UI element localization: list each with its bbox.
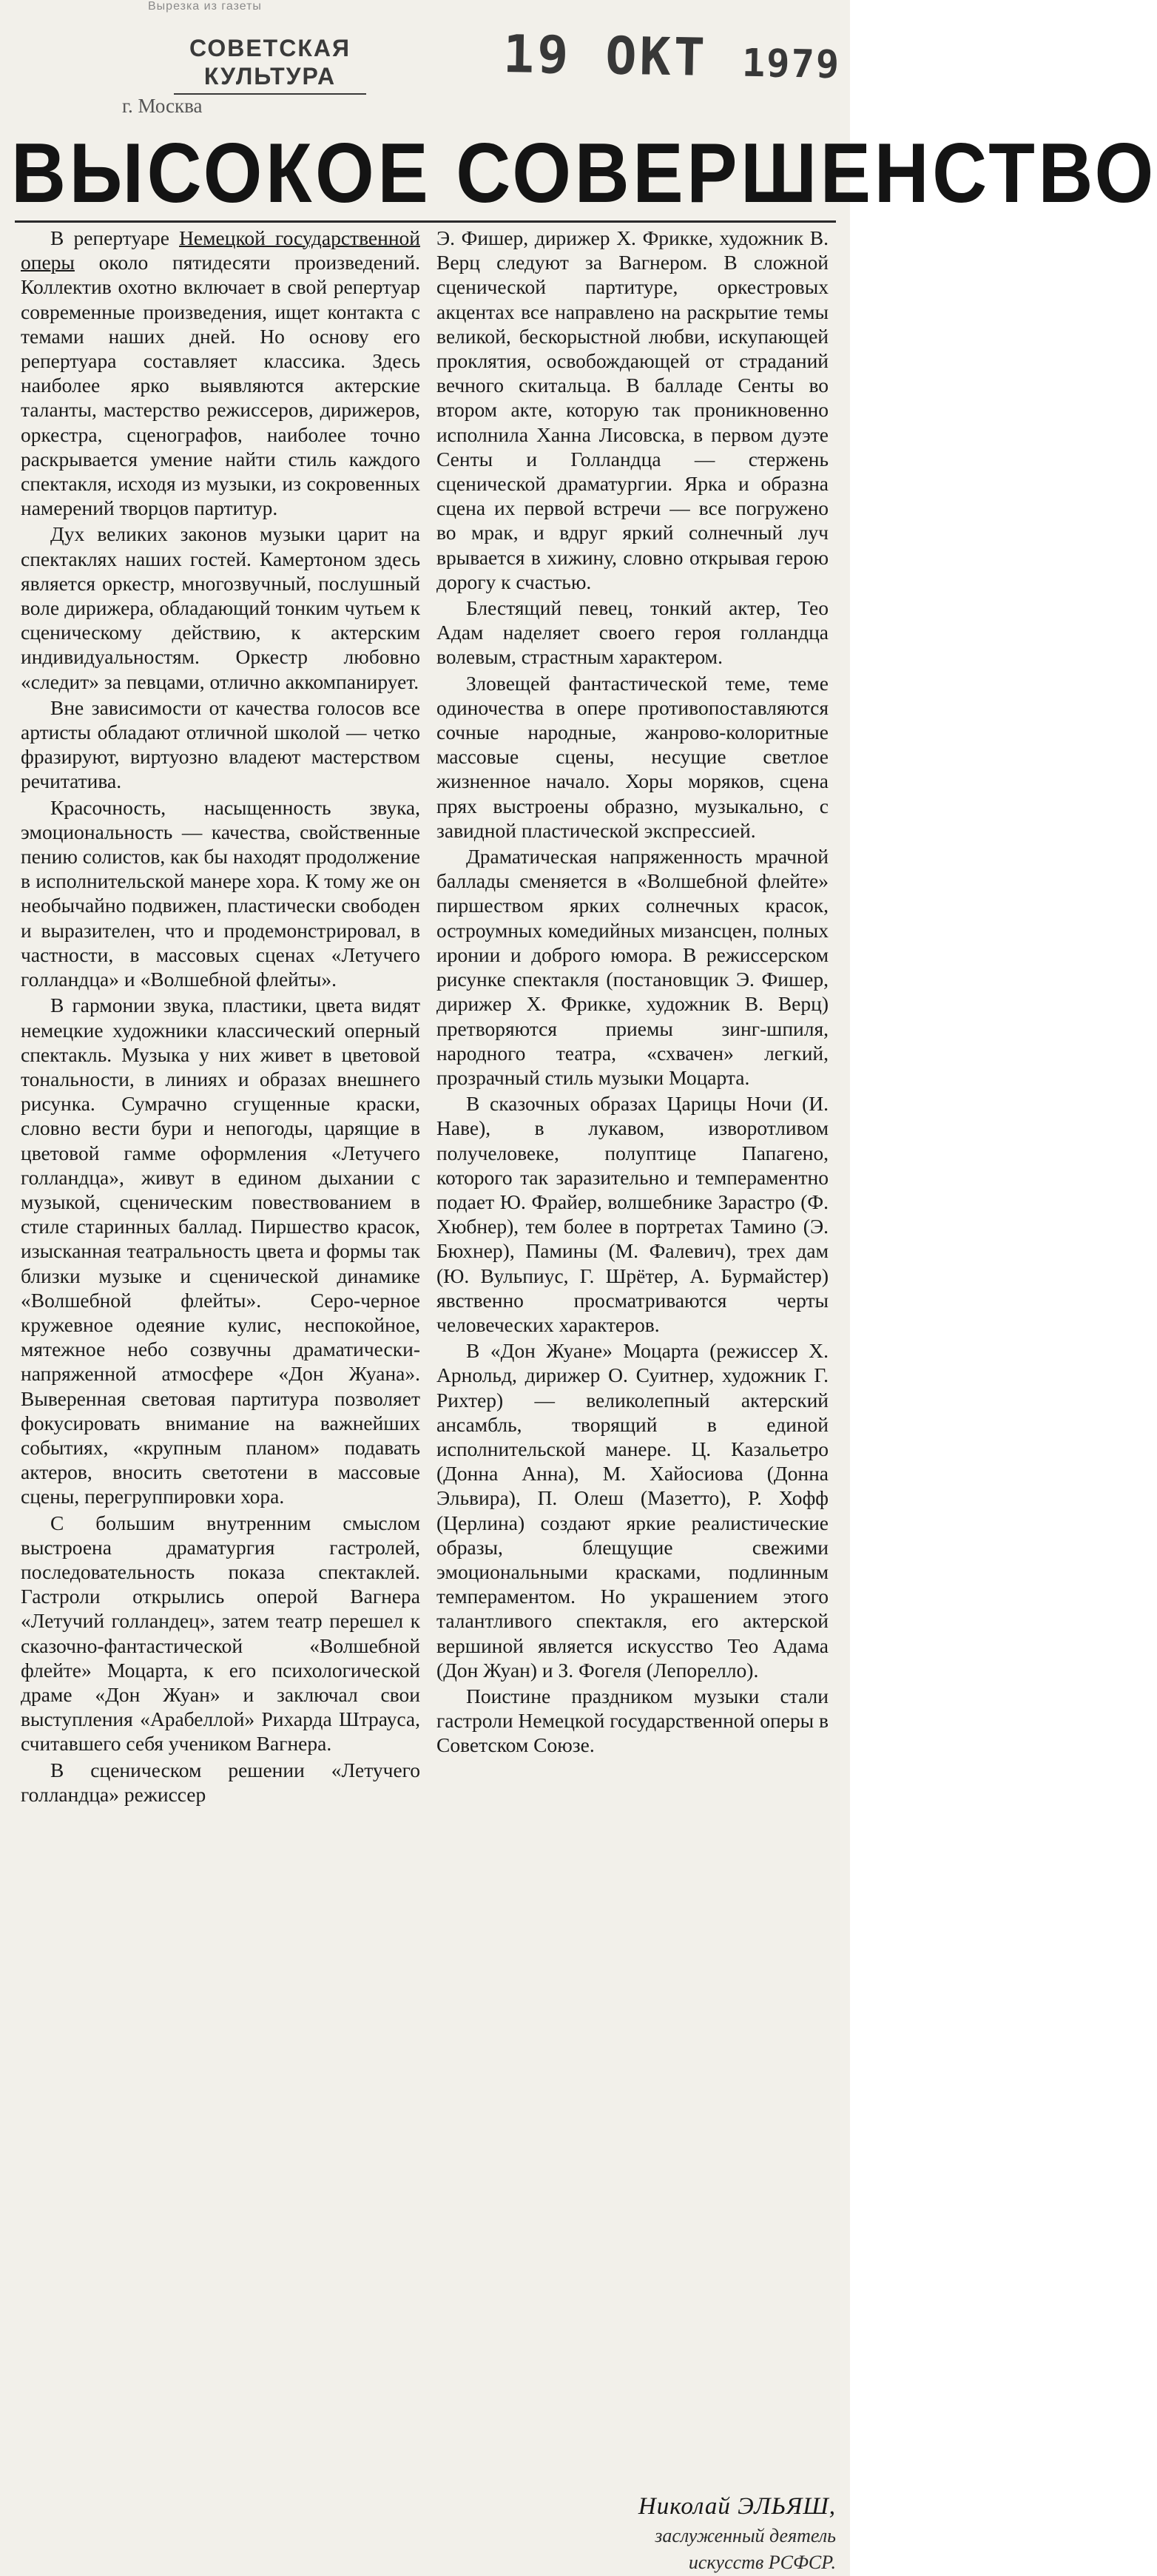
paragraph: С большим внутренним смыслом выстроена драматургия гастролей, последовательность показа спектаклей. Гастроли открылись оперой Вагнера «Летучий голландец», затем театр перешел к сказочно-фантастической «Волшебной флейте» Моцарта, к его психологической драме «Дон Жуан» и заключал свои выступления «Арабеллой» Рихарда Штрауса, считавшего себя учеником Вагнера. bbox=[21, 1511, 420, 1756]
author-title-line-2: искусств РСФСР. bbox=[688, 2552, 836, 2573]
paragraph bbox=[21, 226, 420, 520]
author-name: Николай ЭЛЬЯШ, bbox=[638, 2493, 836, 2520]
paragraph: Драматическая напряженность мрачной баллады сменяется в «Волшебной флейте» пиршеством ярких солнечных красок, остроумных комедийных мизансцен, полных иронии и доброго юмора. В режиссерском рисунке спектакля (постановщик Э. Фишер, дирижер Х. Фрикке, художник В. Верц) претворяются приемы зинг-шпиля, народного театра, «схвачен» легкий, прозрачный стиль музыки Моцарта. bbox=[436, 845, 829, 1089]
source-underline bbox=[174, 93, 366, 95]
paragraph: Дух великих законов музыки царит на спектаклях наших гостей. Камертоном здесь является оркестр, многозвучный, послушный воле дирижера, обладающий тонким чутьем к сценическому действию, к актерским индивидуальностям. Оркестр любовно «следит» за певцами, отлично аккомпанирует. bbox=[21, 522, 420, 693]
author-title-line-1: заслуженный деятель bbox=[655, 2525, 836, 2546]
paragraph: Поистине праздником музыки стали гастроли Немецкой государственной оперы в Советском Союзе. bbox=[436, 1684, 829, 1757]
paragraph: Зловещей фантастической теме, теме одиночества в опере противопоставляются сочные народные, жанрово-колоритные массовые сцены, несущие светлое жизненное начало. Хоры моряков, сцена прях выстроены образно, музыкально, с завидной пластической экспрессией. bbox=[436, 671, 829, 842]
author-signature bbox=[510, 2493, 836, 2574]
article-column-right bbox=[436, 226, 829, 1759]
source-city: г. Москва bbox=[122, 95, 203, 117]
paragraph: В гармонии звука, пластики, цвета видят немецкие художники классический оперный спектакль. Музыка у них живет в цветовой тональности, в линиях и образах внешнего рисунка. Сумрачно сгущенные краски, словно вести бури и непогоды, царящие в цветовой гамме оформления «Летучего голландца», живут в едином дыхании с музыкой, сценическим повествованием в стиле старинных баллад. Пиршество красок, изысканная театральность цвета и формы так близки музыке и сценической динамике «Волшебной флейты». Серо-черное кружевное одеяние кулис, неспокойное, мятежное небо созвучны драматически-напряженной атмосфере «Дон Жуана». Выверенная световая партитура позволяет фокусировать внимание на важнейших событиях, «крупным планом» подавать актеров, вносить светотени в массовые сцены, перегруппировки хора. bbox=[21, 994, 420, 1508]
top-strip-text: Вырезка из газеты bbox=[148, 0, 262, 13]
date-stamp-year: 1979 bbox=[741, 41, 841, 87]
date-stamp bbox=[502, 24, 841, 90]
paragraph: Красочность, насыщенность звука, эмоциональность — качества, свойственные пению солистов, как бы находят продолжение в исполнительской манере хора. К тому же он необычайно подвижен, пластически свободен и выразителен, что и продемонстрировал, в частности, в массовых сценах «Летучего голландца» и «Волшебной флейты». bbox=[21, 795, 421, 991]
article-column-left bbox=[21, 226, 420, 1808]
paragraph: Блестящий певец, тонкий актер, Тео Адам наделяет своего героя голландца волевым, страстным характером. bbox=[436, 596, 829, 669]
source-name-line-2: КУЛЬТУРА bbox=[203, 63, 337, 90]
source-name-line-1: СОВЕТСКАЯ bbox=[189, 35, 351, 61]
paragraph-text: В репертуаре bbox=[50, 226, 180, 249]
paragraph: В сценическом решении «Летучего голландца» режиссер bbox=[21, 1758, 420, 1806]
underlined-theatre-name: Немецкой государственной оперы bbox=[21, 226, 420, 274]
paragraph: В «Дон Жуане» Моцарта (режиссер Х. Арнольд, дирижер О. Суитнер, художник Г. Рихтер) — великолепный актерский ансамбль, творящий в единой исполнительской манере. Ц. Казальетро (Донна Анна), М. Хайосиова (Донна Эльвира), П. Олеш (Мазетто), Р. Хофф (Церлина) создают яркие реалистические образы, блещущие свежими эмоциональными красками, подлинным темпераментом. Но украшением этого талантливого спектакля, его актерской вершиной является искусство Тео Адама (Дон Жуан) и З. Фогеля (Лепорелло). bbox=[436, 1339, 829, 1682]
paragraph-text: около пятидесяти произведений. Коллектив охотно включает в свой репертуар современные произведения, ищет контакта с темами наших дней. Но основу его репертуара составляет классика. Здесь наиболее ярко выявляются актерские таланты, мастерство режиссеров, дирижеров, оркестра, сценографов, наиболее точно раскрывается умение найти стиль каждого спектакля, исходя из музыки, из сокровенных намерений творцов партитур. bbox=[21, 251, 420, 520]
headline-rule bbox=[15, 220, 836, 223]
article-headline: ВЫСОКОЕ СОВЕРШЕНСТВО bbox=[11, 127, 1157, 220]
date-stamp-day-month: 19 ОКТ bbox=[502, 24, 709, 88]
newspaper-source bbox=[174, 34, 366, 90]
paragraph: Вне зависимости от качества голосов все артисты обладают отличной школой — четко фразируют, виртуозно владеют мастерством речитатива. bbox=[21, 695, 420, 793]
paragraph: В сказочных образах Царицы Ночи (И. Наве), в лукавом, изворотливом получеловеке, полуптице Папагено, которого так заразительно и темпераментно подает Ю. Фрайер, волшебнике Зарастро (Ф. Хюбнер), тем более в портретах Тамино (Э. Бюхнер), Памины (М. Фалевич), трех дам (Ю. Вульпиус, Г. Шрётер, А. Бурмайстер) явственно просматриваются черты человеческих характеров. bbox=[436, 1092, 829, 1336]
paragraph-continued: Э. Фишер, дирижер Х. Фрикке, художник В. Верц следуют за Вагнером. В сложной сценической партитуре, оркестровых акцентах все направлено на раскрытие темы великой, бескорыстной любви, искупающей проклятия, освобождающей от страданий вечного скитальца. В балладе Сенты во втором акте, которую так проникновенно исполнила Ханна Лисовска, в первом дуэте Сенты и Голландца — стержень сценической драматургии. Ярка и образна сцена их первой встречи — все погружено во мрак, и вдруг яркий солнечный луч врывается в хижину, словно открывая герою дорогу к счастью. bbox=[436, 226, 829, 593]
